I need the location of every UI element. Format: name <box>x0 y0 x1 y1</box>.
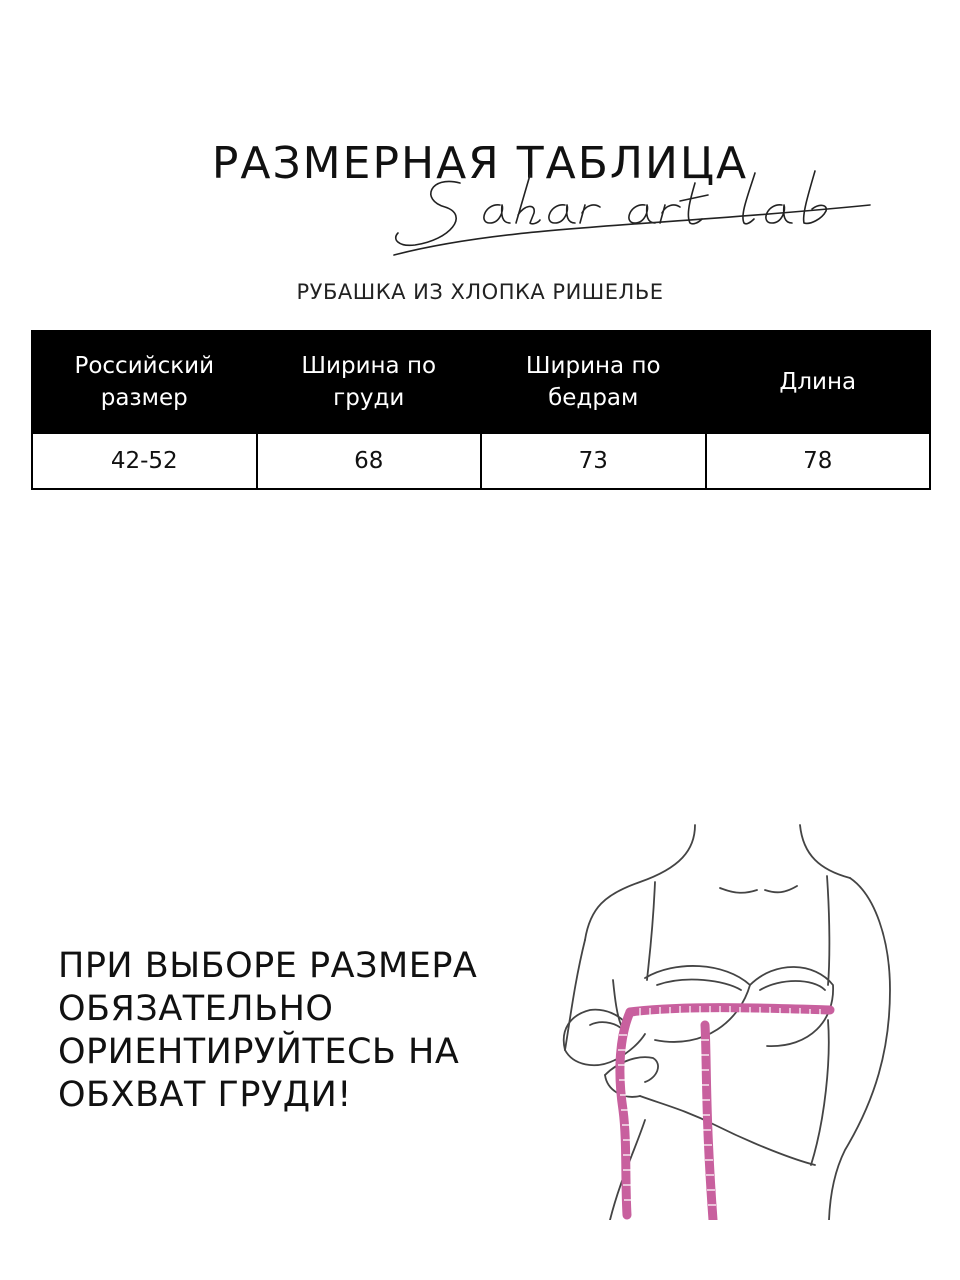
table-row <box>32 433 930 489</box>
table-cell: 78 <box>706 433 931 489</box>
table-cell: 73 <box>481 433 706 489</box>
notice-line: ОРИЕНТИРУЙТЕСЬ НА <box>58 1032 460 1072</box>
notice-line: ОБХВАТ ГРУДИ! <box>58 1075 352 1115</box>
notice-line: ПРИ ВЫБОРЕ РАЗМЕРА <box>58 946 478 986</box>
product-name: РУБАШКА ИЗ ХЛОПКА РИШЕЛЬЕ <box>296 280 664 304</box>
column-header <box>481 331 706 433</box>
table-cell: 42-52 <box>32 433 257 489</box>
table-header-row <box>32 331 930 433</box>
column-header <box>32 331 257 433</box>
page-title: РАЗМЕРНАЯ ТАБЛИЦА <box>211 138 749 189</box>
column-header <box>706 331 931 433</box>
size-table <box>31 330 931 490</box>
column-header-label: Длина <box>779 369 857 395</box>
column-header <box>257 331 482 433</box>
column-header-label: Ширина по груди <box>301 353 437 411</box>
column-header-label: Ширина по бедрам <box>525 353 661 411</box>
table-cell: 68 <box>257 433 482 489</box>
column-header-label: Российский размер <box>74 353 215 411</box>
brand-logo <box>390 165 890 275</box>
bust-measuring-tape-icon <box>545 820 960 1220</box>
sizing-notice <box>58 945 578 1117</box>
notice-line: ОБЯЗАТЕЛЬНО <box>58 989 334 1029</box>
